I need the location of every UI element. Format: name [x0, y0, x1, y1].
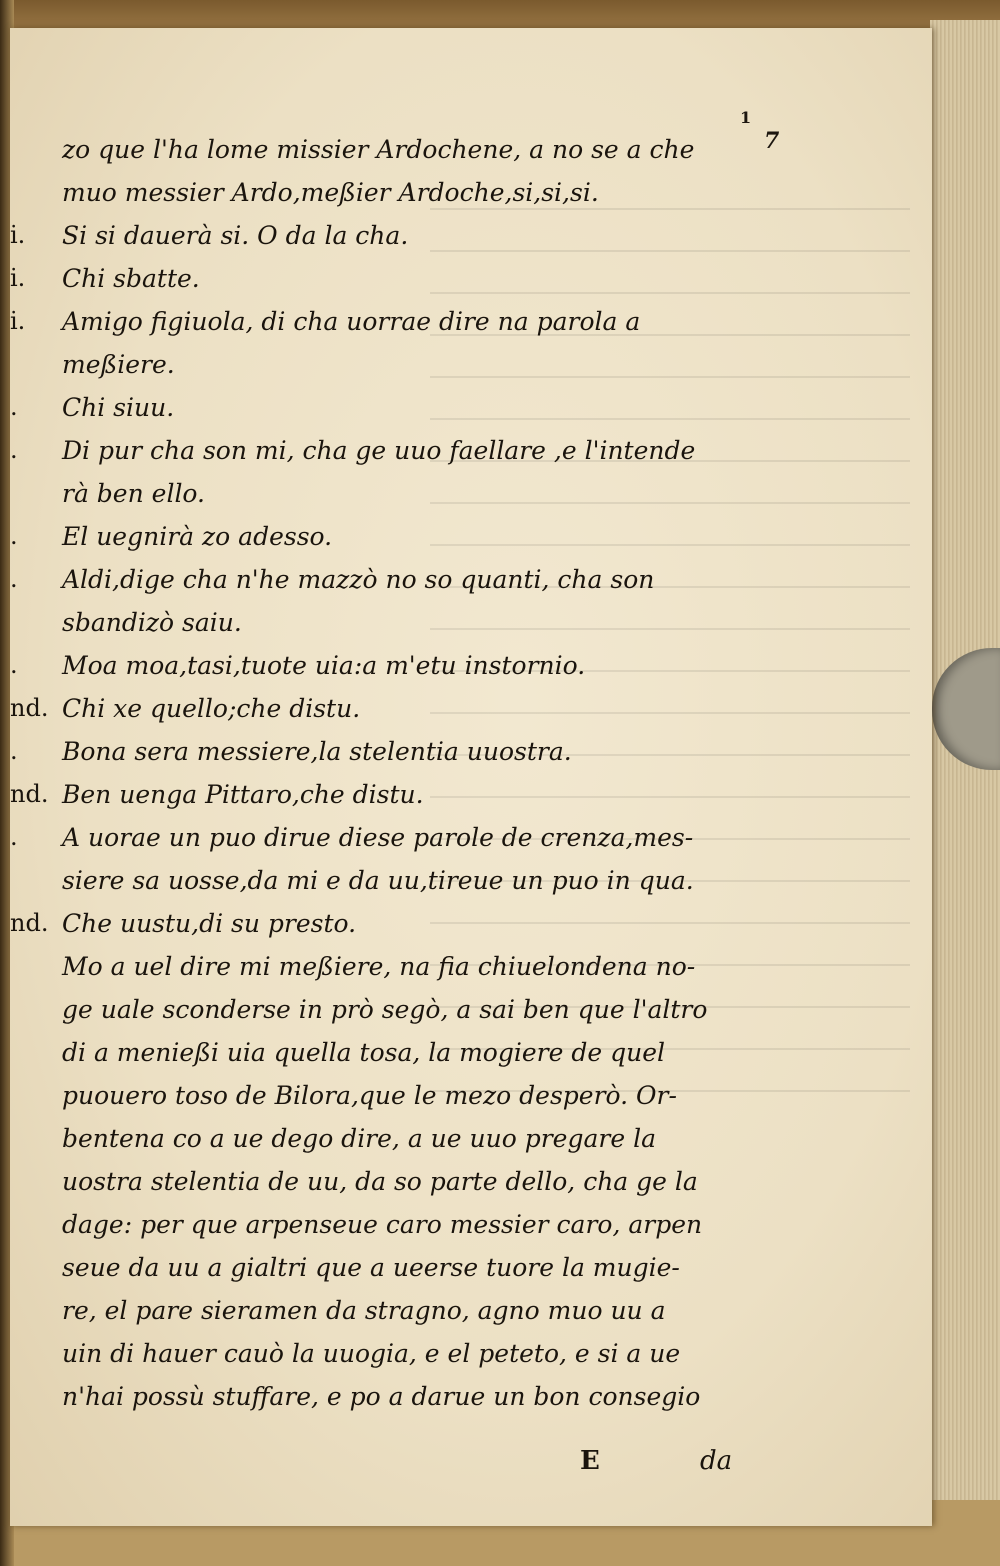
text-line: sbandizò saiu. — [62, 608, 242, 637]
text-line: dage: per que arpenseue caro messier caro, arpen — [62, 1210, 703, 1239]
text-line: n'hai possù stuffare, e po a darue un bon consegio — [62, 1382, 701, 1411]
signature-mark: E — [580, 1446, 600, 1476]
speaker-label: . — [10, 436, 18, 464]
text-line: muo messier Ardo,meßier Ardoche,si,si,si. — [62, 178, 599, 207]
speaker-label: i. — [10, 221, 26, 249]
text-line: uostra stelentia de uu, da so parte dello, cha ge la — [62, 1167, 698, 1196]
text-line: Chi sbatte. — [62, 264, 200, 293]
speaker-label: nd. — [10, 780, 49, 808]
speaker-label: i. — [10, 307, 26, 335]
catchword: da — [700, 1446, 733, 1476]
text-line: puouero toso de Bilora,que le mezo desperò. Or- — [62, 1081, 677, 1110]
book-page — [10, 28, 932, 1526]
speaker-label: nd. — [10, 694, 49, 722]
speaker-label: . — [10, 522, 18, 550]
text-line: siere sa uosse,da mi e da uu,tireue un puo in qua. — [62, 866, 694, 895]
text-line: Ben uenga Pittaro,che distu. — [62, 780, 424, 809]
folio-top: 1 — [740, 108, 752, 127]
text-line: meßiere. — [62, 350, 175, 379]
speaker-label: . — [10, 565, 18, 593]
text-line: Di pur cha son mi, cha ge uuo faellare ,e l'intende — [62, 436, 696, 465]
speaker-label: . — [10, 737, 18, 765]
text-line: Si si dauerà si. O da la cha. — [62, 221, 409, 250]
text-line: re, el pare sieramen da stragno, agno muo uu a — [62, 1296, 666, 1325]
speaker-label: . — [10, 823, 18, 851]
page-text — [62, 128, 762, 1418]
text-line: Chi xe quello;che distu. — [62, 694, 361, 723]
text-line: seue da uu a gialtri que a ueerse tuore la mugie- — [62, 1253, 680, 1282]
text-line: zo que l'ha lome missier Ardochene, a no se a che — [62, 135, 695, 164]
folio-bottom: 7 — [764, 128, 780, 154]
text-line: Aldi,dige cha n'he mazzò no so quanti, cha son — [62, 565, 655, 594]
speaker-label: . — [10, 651, 18, 679]
text-line: bentena co a ue dego dire, a ue uuo pregare la — [62, 1124, 656, 1153]
text-line: Moa moa,tasi,tuote uia:a m'etu instornio. — [62, 651, 586, 680]
text-line: Mo a uel dire mi meßiere, na fia chiuelondena no- — [62, 952, 696, 981]
text-line: Chi siuu. — [62, 393, 175, 422]
speaker-label: . — [10, 393, 18, 421]
text-line: ge uale sconderse in prò segò, a sai ben que l'altro — [62, 995, 708, 1024]
text-line: di a menießi uia quella tosa, la mogiere de quel — [62, 1038, 665, 1067]
folio-number — [740, 108, 780, 154]
text-line: El uegnirà zo adesso. — [62, 522, 333, 551]
text-line: Amigo figiuola, di cha uorrae dire na parola a — [62, 307, 641, 336]
text-line: Che uustu,di su presto. — [62, 909, 357, 938]
speaker-label: i. — [10, 264, 26, 292]
text-line: Bona sera messiere,la stelentia uuostra. — [62, 737, 572, 766]
text-line: rà ben ello. — [62, 479, 205, 508]
text-line: uin di hauer cauò la uuogia, e el peteto, e si a ue — [62, 1339, 681, 1368]
speaker-label: nd. — [10, 909, 49, 937]
text-line: A uorae un puo dirue diese parole de crenza,mes- — [62, 823, 694, 852]
